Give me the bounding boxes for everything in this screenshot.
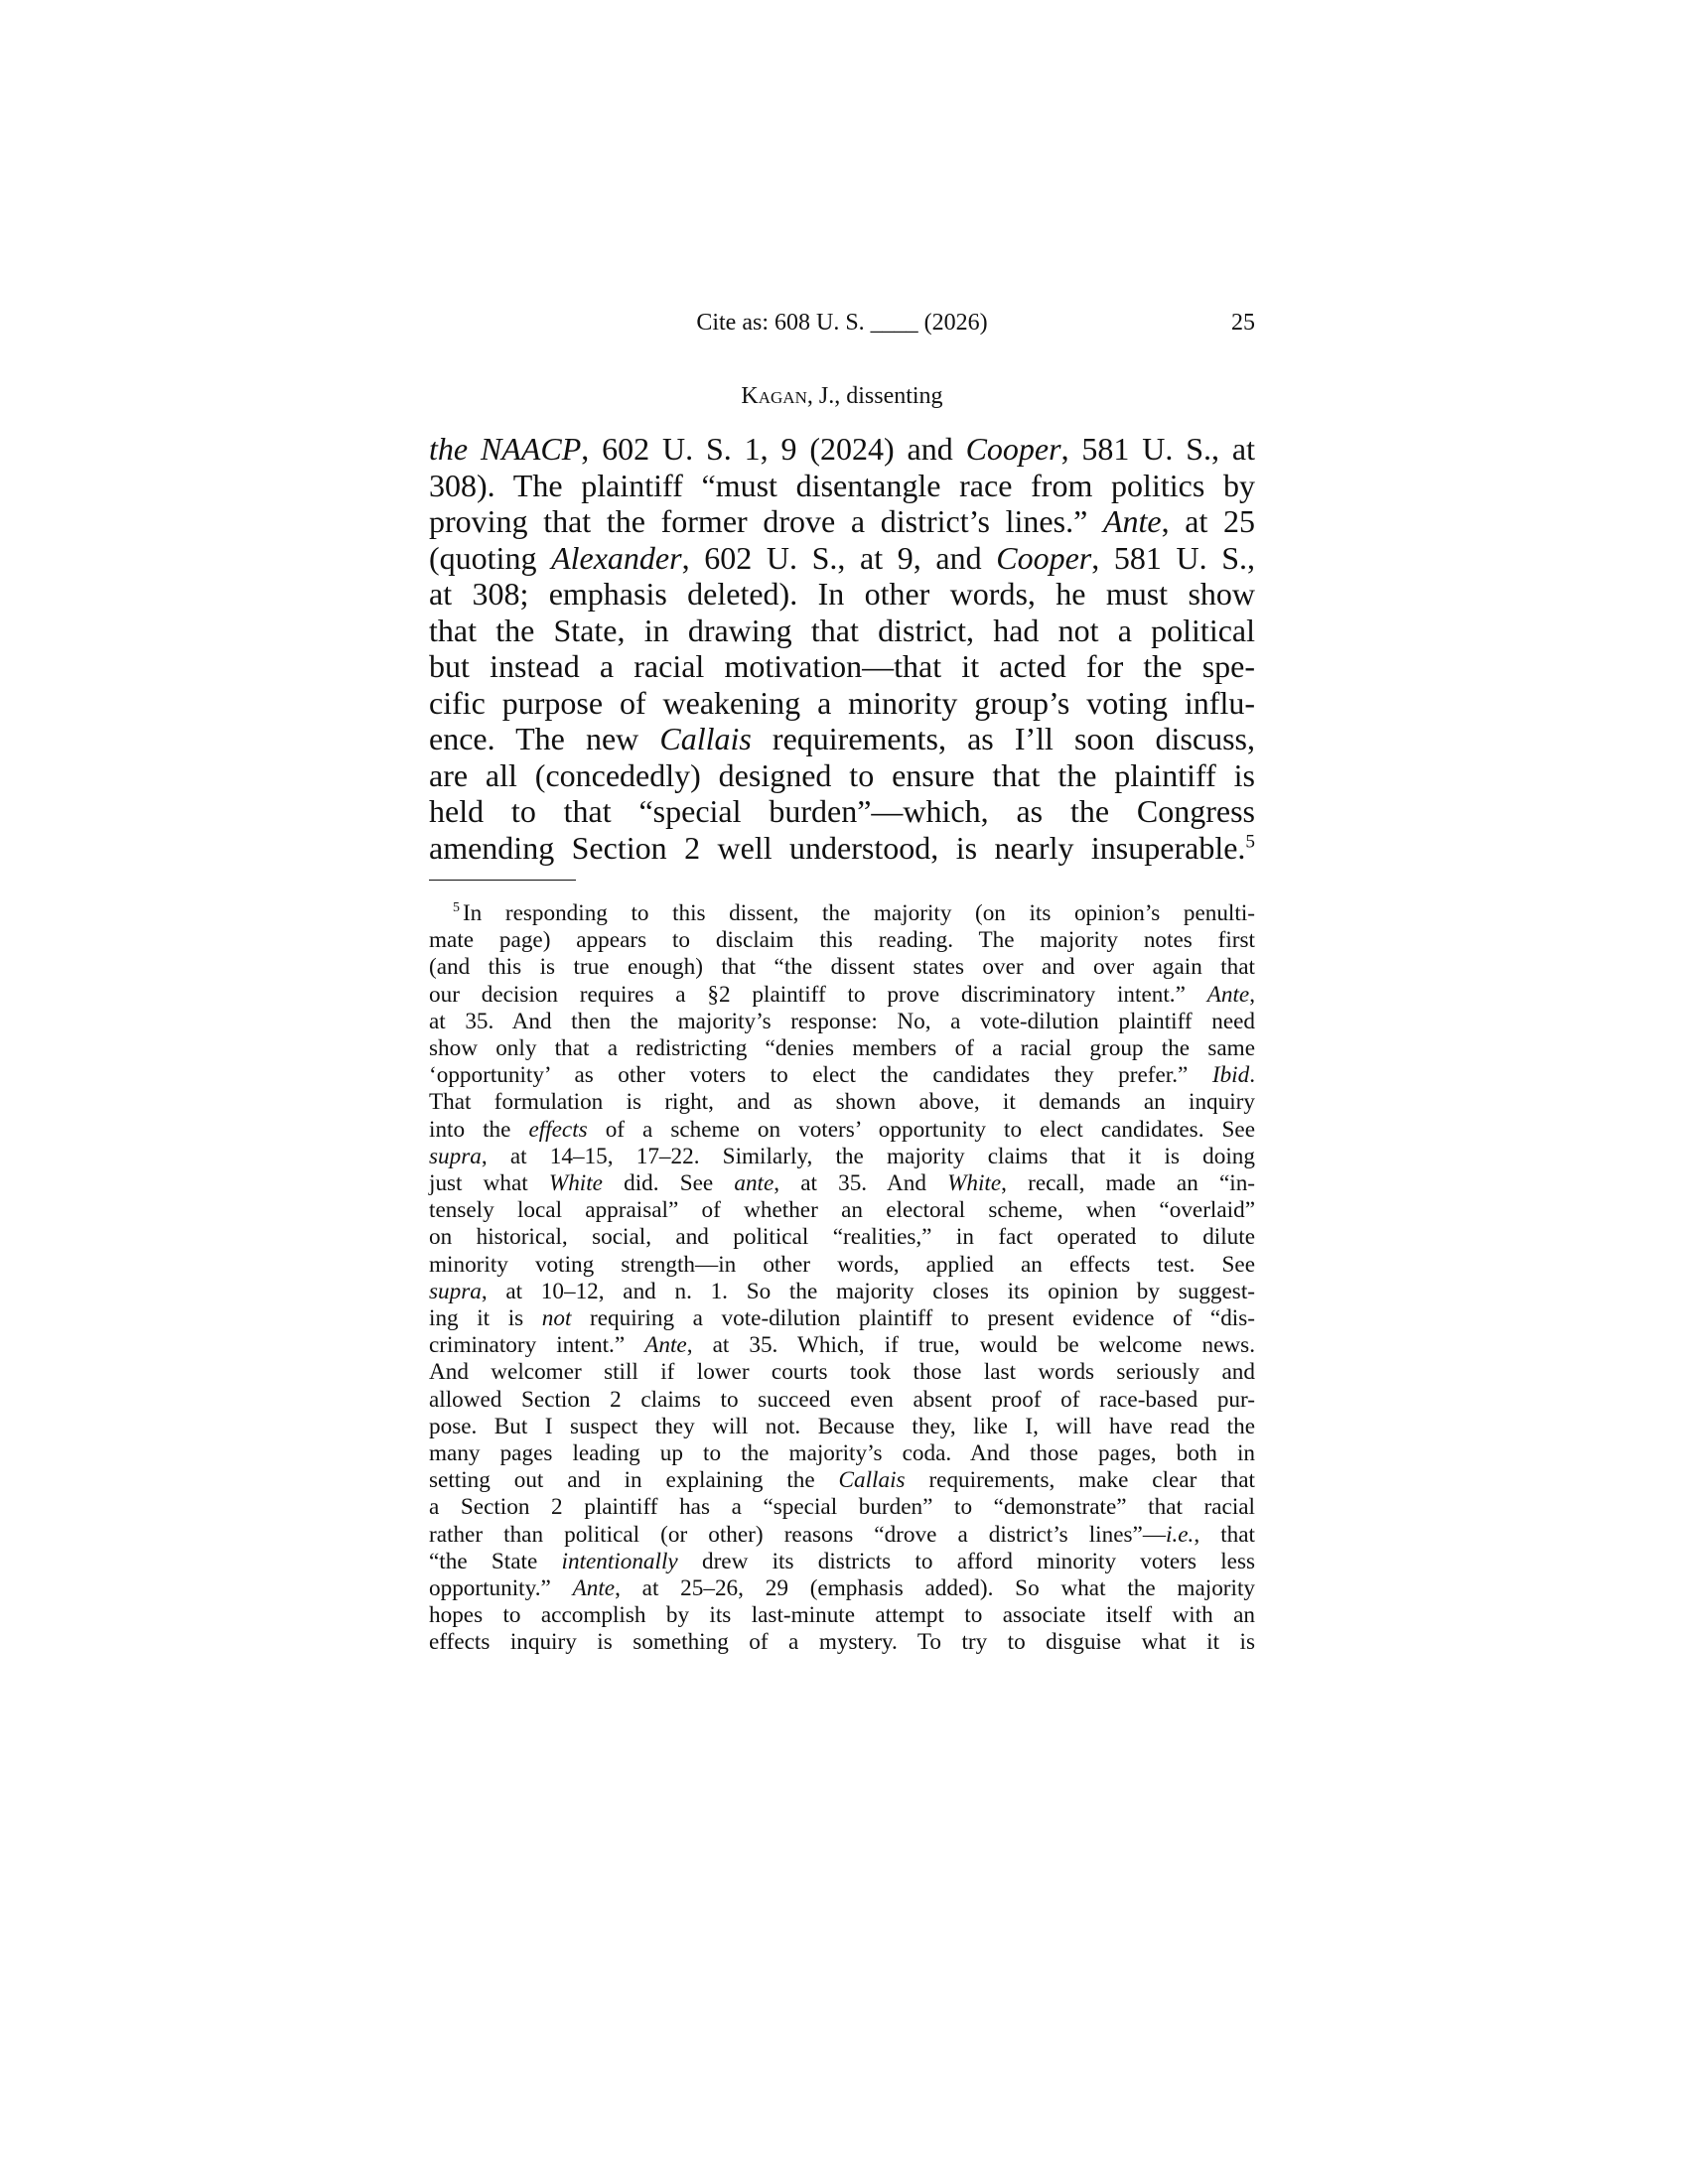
author-name: Kagan [741, 383, 807, 409]
text-run: In responding to this dissent, the majority (on its opinion’s penulti- [462, 900, 1255, 926]
footnote-line [429, 1305, 1255, 1332]
text-run: 308). The plaintiff “must disentangle race from politics by [429, 467, 1255, 503]
text-line [429, 576, 1255, 613]
footnote-line [429, 1387, 1255, 1414]
text-run: , at 35. And [774, 1170, 948, 1197]
text-line [429, 540, 1255, 577]
text-line [429, 468, 1255, 504]
footnote-line [429, 1602, 1255, 1629]
text-line [429, 431, 1255, 468]
text-run: minority voting strength—in other words, applied an effects test. See [429, 1251, 1255, 1278]
footnote-line [429, 1009, 1255, 1035]
text-run: did. See [602, 1170, 735, 1197]
author-descriptor: , J., dissenting [806, 383, 943, 409]
text-run: , recall, made an “in- [1001, 1170, 1256, 1197]
text-run: cific purpose of weakening a minority group’s voting influ- [429, 684, 1255, 721]
italic-text: Cooper [996, 539, 1092, 576]
text-line [429, 503, 1255, 540]
text-run: our decision requires a §2 plaintiff to prove discriminatory intent.” [429, 981, 1207, 1008]
text-run: effects inquiry is something of a mystery. To try to disguise what it is [429, 1629, 1255, 1656]
footnote-line [429, 1144, 1255, 1170]
text-run: criminatory intent.” [429, 1332, 645, 1359]
text-line [429, 648, 1255, 685]
text-run: (quoting [429, 539, 552, 576]
text-line [429, 721, 1255, 757]
text-run: hopes to accomplish by its last-minute attempt to associate itself with an [429, 1602, 1255, 1629]
text-run: a Section 2 plaintiff has a “special burden” to “demonstrate” that racial [429, 1494, 1255, 1521]
footnote-line [429, 1629, 1255, 1656]
text-line [429, 793, 1255, 830]
italic-text: White [947, 1170, 1002, 1197]
text-run: setting out and in explaining the [429, 1467, 839, 1494]
text-run: pose. But I suspect they will not. Because they, like I, will have read the [429, 1413, 1255, 1439]
footnote-line [429, 1467, 1255, 1494]
text-line [429, 830, 1255, 867]
footnote-line [429, 900, 1255, 927]
footnote-line [429, 1575, 1255, 1602]
text-run: . [1249, 1062, 1255, 1089]
text-run: , at 25–26, 29 (emphasis added). So what the majority [615, 1575, 1255, 1602]
text-run: rather than political (or other) reasons “drove a district’s lines”— [429, 1521, 1167, 1548]
text-run: amending Section 2 well understood, is nearly insuperable. [429, 829, 1246, 866]
italic-text: effects [528, 1116, 588, 1143]
text-run: drew its districts to afford minority voters less [677, 1548, 1256, 1574]
footnote-line [429, 954, 1255, 981]
italic-text: supra [429, 1143, 482, 1169]
italic-text: intentionally [561, 1548, 678, 1574]
footnote-5 [429, 900, 1255, 1657]
text-run: (and this is true enough) that “the dissent states over and over again that [429, 954, 1255, 981]
footnote-line [429, 1440, 1255, 1467]
text-run: tensely local appraisal” of whether an electoral scheme, when “overlaid” [429, 1197, 1255, 1224]
text-run: , at 14–15, 17–22. Similarly, the majority claims that it is doing [481, 1143, 1255, 1169]
footnote-line [429, 1549, 1255, 1575]
text-run: of a scheme on voters’ opportunity to elect candidates. See [587, 1116, 1256, 1143]
footnote-line [429, 1062, 1255, 1089]
footnote-line [429, 1035, 1255, 1062]
text-run: , [1249, 981, 1255, 1008]
text-run: opportunity.” [429, 1575, 573, 1602]
italic-text: ante [734, 1170, 774, 1197]
footnote-line [429, 1197, 1255, 1224]
footnote-line [429, 1117, 1255, 1144]
text-run: , at 25 [1161, 503, 1256, 539]
text-run: just what [429, 1170, 549, 1197]
text-run: That formulation is right, and as shown above, it demands an inquiry [429, 1089, 1255, 1116]
text-run: allowed Section 2 claims to succeed even absent proof of race-based pur- [429, 1386, 1255, 1413]
text-run: , 602 U. S. 1, 9 (2024) and [581, 431, 966, 467]
text-run: that the State, in drawing that district, had not a political [429, 612, 1255, 648]
text-run: , at 35. Which, if true, would be welcome news. [686, 1332, 1255, 1359]
text-run: requirements, make clear that [905, 1467, 1255, 1494]
text-run: , 581 U. S., at [1060, 431, 1256, 467]
text-run: requirements, as I’ll soon discuss, [751, 721, 1256, 756]
running-header [429, 310, 1255, 349]
italic-text: Ibid [1211, 1062, 1250, 1089]
text-run: held to that “special burden”—which, as the Congress [429, 793, 1255, 829]
text-run: proving that the former drove a district’s lines.” [429, 503, 1103, 539]
footnote-line [429, 1279, 1255, 1305]
text-run: requiring a vote-dilution plaintiff to present evidence of “dis- [571, 1305, 1255, 1332]
footnote-reference: 5 [1245, 830, 1255, 852]
footnote-line [429, 1522, 1255, 1549]
text-run: And welcomer still if lower courts took those last words seriously and [429, 1359, 1255, 1386]
text-run: many pages leading up to the majority’s coda. And those pages, both in [429, 1440, 1255, 1467]
opinion-page [429, 310, 1255, 1657]
italic-text: White [548, 1170, 603, 1197]
italic-text: Callais [659, 721, 752, 756]
footnote-line [429, 927, 1255, 954]
text-run: show only that a redistricting “denies members of a racial group the same [429, 1035, 1255, 1062]
italic-text: supra [429, 1278, 482, 1304]
italic-text: i.e. [1166, 1521, 1195, 1548]
text-run: , 602 U. S., at 9, and [681, 539, 997, 576]
text-run: ence. The new [429, 721, 660, 756]
text-run: mate page) appears to disclaim this reading. The majority notes first [429, 927, 1255, 954]
footnote-line [429, 982, 1255, 1009]
italic-text: Ante [1102, 503, 1162, 539]
footnote-marker: 5 [453, 900, 460, 916]
footnote-line [429, 1170, 1255, 1197]
text-run: , at 10–12, and n. 1. So the majority closes its opinion by suggest- [481, 1278, 1255, 1304]
italic-text: Ante [644, 1332, 687, 1359]
text-run: but instead a racial motivation—that it acted for the spe- [429, 648, 1255, 684]
italic-text: not [541, 1305, 572, 1332]
italic-text: Ante [572, 1575, 616, 1602]
footnote-line [429, 1359, 1255, 1386]
text-run: on historical, social, and political “realities,” in fact operated to dilute [429, 1224, 1255, 1251]
main-body-text [429, 431, 1255, 866]
text-run: , that [1194, 1521, 1255, 1548]
text-run: , 581 U. S., [1091, 539, 1256, 576]
italic-text: Ante [1206, 981, 1250, 1008]
citation-header: Cite as: 608 U. S. ____ (2026) [696, 310, 988, 336]
footnote-line [429, 1414, 1255, 1440]
italic-text: Alexander [551, 539, 682, 576]
italic-text: the NAACP [429, 431, 582, 467]
text-run: at 35. And then the majority’s response: No, a vote-dilution plaintiff need [429, 1008, 1255, 1034]
text-run: “the State [429, 1548, 562, 1574]
footnote-line [429, 1224, 1255, 1251]
footnote-separator [429, 880, 576, 881]
text-run: into the [429, 1116, 529, 1143]
page-number: 25 [1231, 310, 1255, 336]
footnote-line [429, 1494, 1255, 1521]
footnote-line [429, 1252, 1255, 1279]
italic-text: Callais [838, 1467, 906, 1494]
text-run: are all (concededly) designed to ensure that the plaintiff is [429, 756, 1255, 793]
footnote-line [429, 1332, 1255, 1359]
footnote-line [429, 1089, 1255, 1116]
text-run: at 308; emphasis deleted). In other words, he must show [429, 576, 1255, 612]
author-header [429, 383, 1255, 423]
text-run: ‘opportunity’ as other voters to elect the candidates they prefer.” [429, 1062, 1212, 1089]
text-line [429, 613, 1255, 649]
text-run: ing it is [429, 1305, 542, 1332]
text-line [429, 685, 1255, 722]
text-line [429, 757, 1255, 794]
italic-text: Cooper [965, 431, 1061, 467]
